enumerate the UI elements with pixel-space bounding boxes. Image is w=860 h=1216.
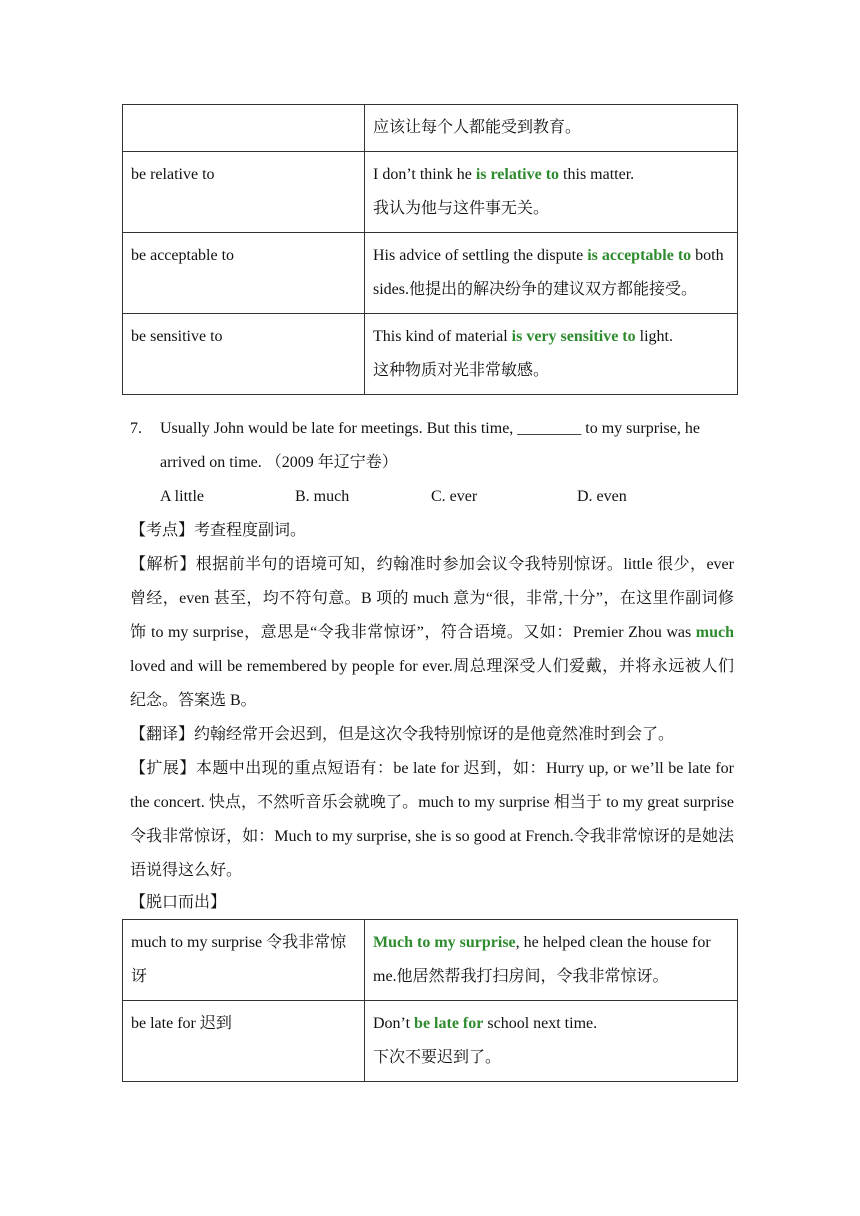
example-text: school next time. xyxy=(483,1015,598,1032)
phrase-table-top xyxy=(122,104,738,395)
phrase-cell: be acceptable to xyxy=(123,233,365,314)
question-7 xyxy=(130,412,740,514)
highlighted-phrase: much xyxy=(695,624,734,641)
example-text: both sides.他提出的解决纷争的建议双方都能接受。 xyxy=(373,247,724,298)
question-stem: Usually John would be late for meetings. But this time, ________ to my surprise, he arrived on time. （2009 年辽宁卷） xyxy=(160,420,700,471)
example-cell xyxy=(365,920,738,1001)
example-text: light. xyxy=(635,328,673,345)
phrase-cell: be sensitive to xyxy=(123,314,365,395)
highlighted-phrase: is relative to xyxy=(475,166,560,183)
fanyi-section: 【翻译】约翰经常开会迟到，但是这次令我特别惊讶的是他竟然准时到会了。 xyxy=(130,726,675,743)
example-cell xyxy=(365,105,738,152)
table-row xyxy=(123,105,738,152)
example-text: His advice of settling the dispute xyxy=(373,247,588,264)
table-row xyxy=(123,1001,738,1082)
highlighted-phrase: is very sensitive to xyxy=(511,328,636,345)
option-d: D. even xyxy=(577,488,627,505)
example-text: This kind of material xyxy=(373,328,512,345)
table-row xyxy=(123,233,738,314)
highlighted-phrase: Much to my surprise xyxy=(373,934,516,951)
table-row xyxy=(123,314,738,395)
jiexi-section xyxy=(130,548,734,718)
option-c: C. ever xyxy=(431,488,478,505)
phrase-cell: much to my surprise 令我非常惊讶 xyxy=(123,920,365,1001)
example-text: 下次不要迟到了。 xyxy=(373,1049,502,1066)
example-text: this matter. xyxy=(559,166,635,183)
example-cell xyxy=(365,233,738,314)
example-text: Don’t xyxy=(373,1015,415,1032)
option-b: B. much xyxy=(295,488,350,505)
option-a: A little xyxy=(160,488,204,505)
example-text: 我认为他与这件事无关。 xyxy=(373,200,550,217)
example-text: loved and will be remembered by people for ever.周总理深受人们爱戴，并将永远被人们纪念。答案选 B。 xyxy=(130,658,734,709)
phrase-cell: be relative to xyxy=(123,152,365,233)
example-text: I don’t think he xyxy=(373,166,476,183)
highlighted-phrase: be late for xyxy=(414,1015,484,1032)
question-options xyxy=(160,480,740,514)
example-cell xyxy=(365,314,738,395)
example-cell xyxy=(365,152,738,233)
tuokou-heading: 【脱口而出】 xyxy=(130,894,227,911)
phrase-table-bottom xyxy=(122,919,738,1082)
example-text: 这种物质对光非常敏感。 xyxy=(373,362,550,379)
highlighted-phrase: is acceptable to xyxy=(587,247,692,264)
example-text: , he helped clean the house for me.他居然帮我打扫房间，令我非常惊讶。 xyxy=(373,934,711,985)
example-text: 【解析】根据前半句的语境可知，约翰准时参加会议令我特别惊讶。little 很少，ever 曾经，even 甚至，均不符句意。B 项的 much 意为“很，非常,十分”，在这里作副词修饰 to my surprise，意思是“令我非常惊讶”，符合语境。又如：Premier Zhou was xyxy=(130,556,734,641)
table-row xyxy=(123,920,738,1001)
kuozhan-section: 【扩展】本题中出现的重点短语有：be late for 迟到，如：Hurry up, or we’ll be late for the concert. 快点，不然听音乐会就晚了。much to my surprise 相当于 to my great surprise 令我非常惊讶，如：Much to my surprise, she is so good at French.令我非常惊讶的是她法语说得这么好。 xyxy=(130,760,734,879)
phrase-cell: be late for 迟到 xyxy=(123,1001,365,1082)
table-row xyxy=(123,152,738,233)
example-cell xyxy=(365,1001,738,1082)
example-text: 应该让每个人都能受到教育。 xyxy=(373,119,582,136)
kaodian-section: 【考点】考查程度副词。 xyxy=(130,522,307,539)
phrase-cell xyxy=(123,105,365,152)
question-number: 7. xyxy=(130,420,142,437)
